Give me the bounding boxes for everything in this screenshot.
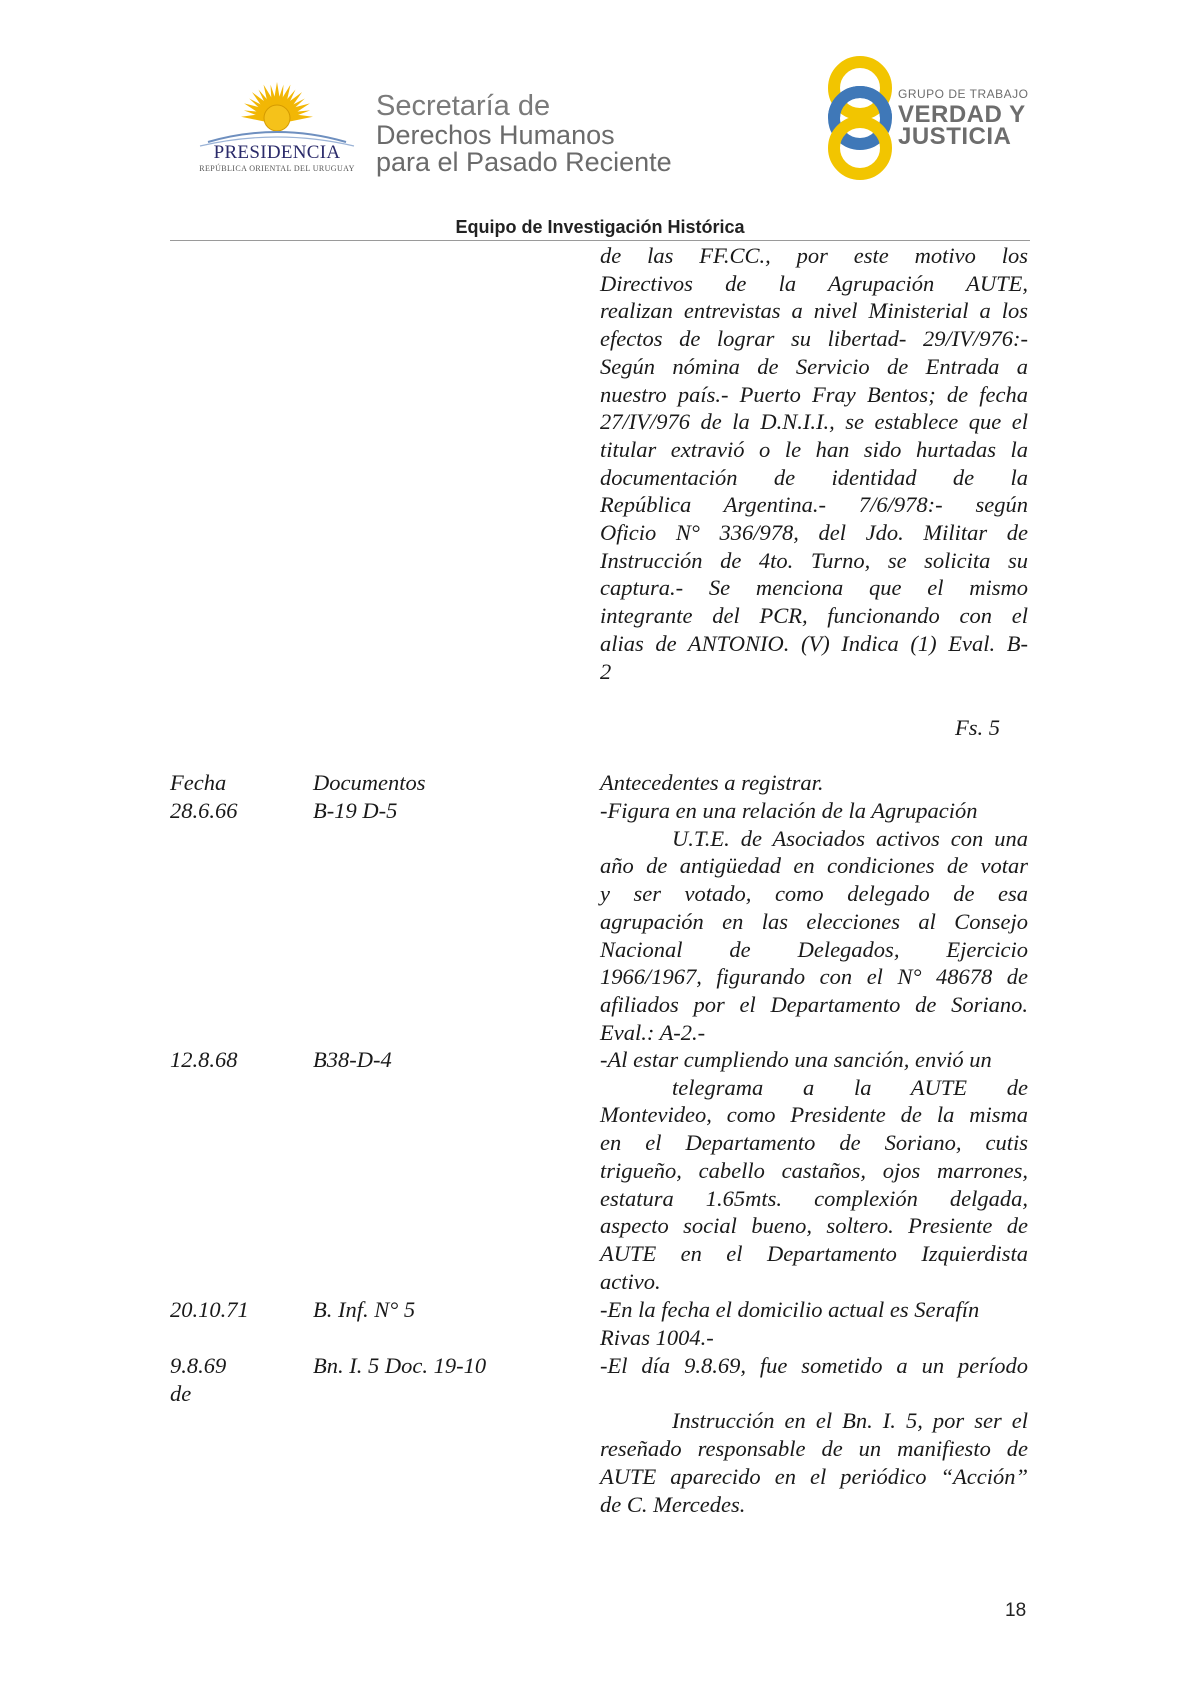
verdad-justicia-small-text: GRUPO DE TRABAJO: [898, 87, 1029, 101]
row4-antecedentes: [600, 1352, 1028, 1518]
folio-label: Fs. 5: [955, 715, 1000, 740]
header-rule: [170, 240, 1030, 241]
text-line: -El día 9.8.69, fue sometido a un período: [600, 1353, 1028, 1378]
text-line: integrante del PCR, funcionando con el: [600, 603, 1028, 629]
text-line: AUTE en el Departamento Izquierdista: [600, 1240, 1028, 1266]
page-number: 18: [1005, 1600, 1027, 1621]
text-line: Nacional de Delegados, Ejercicio: [600, 936, 1028, 962]
text-line: -Figura en una relación de la Agrupación: [600, 798, 978, 823]
verdad-justicia-title-2: JUSTICIA: [898, 123, 1012, 150]
row2-date: 12.8.68: [170, 1047, 238, 1072]
text-line: AUTE aparecido en el periódico “Acción”: [600, 1463, 1028, 1489]
row4-date-continuation: de: [170, 1381, 192, 1406]
text-line: Directivos de la Agrupación AUTE,: [600, 270, 1028, 296]
text-line: documentación de identidad de la: [600, 464, 1028, 490]
row1-antecedentes: [600, 797, 1028, 1046]
secretaria-line-3: para el Pasado Reciente: [376, 147, 672, 177]
row3-antecedentes: [600, 1296, 1028, 1351]
text-line: titular extravió o le han sido hurtadas la: [600, 436, 1028, 462]
row2-antecedentes: [600, 1046, 1028, 1295]
text-line: agrupación en las elecciones al Consejo: [600, 908, 1028, 934]
text-line: afiliados por el Departamento de Soriano.: [600, 991, 1028, 1017]
row4-date: 9.8.69: [170, 1353, 227, 1378]
text-line: de C. Mercedes.: [600, 1491, 746, 1517]
text-line: Instrucción en el Bn. I. 5, por ser el: [672, 1408, 1028, 1434]
text-line: nuestro país.- Puerto Fray Bentos; de fecha: [600, 381, 1028, 407]
text-line: y ser votado, como delegado de esa: [600, 881, 1028, 907]
text-line: efectos de lograr su libertad- 29/IV/976:-: [600, 326, 1028, 352]
presidencia-subtitle: REPÚBLICA ORIENTAL DEL URUGUAY: [199, 164, 355, 173]
text-line: trigueño, cabello castaños, ojos marrones,: [600, 1157, 1028, 1183]
text-line: en el Departamento de Soriano, cutis: [600, 1130, 1028, 1156]
secretaria-line-2: Derechos Humanos: [376, 120, 615, 150]
team-title: Equipo de Investigación Histórica: [455, 217, 745, 237]
blank-line: [600, 1380, 1028, 1408]
header-documentos: Documentos: [313, 770, 426, 795]
verdad-justicia-title-1: VERDAD Y: [898, 101, 1026, 128]
text-line: -Al estar cumpliendo una sanción, envió un: [600, 1047, 992, 1072]
text-line: República Argentina.- 7/6/978:- según: [600, 492, 1028, 518]
text-line: 27/IV/976 de la D.N.I.I., se establece que el: [600, 409, 1028, 435]
row1-date: 28.6.66: [170, 798, 238, 823]
text-line: de las FF.CC., por este motivo los: [600, 243, 1028, 268]
presidencia-wordmark: PRESIDENCIA: [213, 142, 341, 163]
row2-doc: B38-D-4: [313, 1047, 392, 1072]
text-line: aspecto social bueno, soltero. Presiente de: [600, 1213, 1028, 1239]
header-fecha: Fecha: [170, 770, 227, 795]
text-line: captura.- Se menciona que el mismo: [600, 575, 1028, 601]
text-line: Eval.: A-2.-: [600, 1019, 706, 1045]
header-antecedentes: Antecedentes a registrar.: [600, 770, 824, 795]
text-line: realizan entrevistas a nivel Ministerial a los: [600, 298, 1028, 324]
text-line: Instrucción de 4to. Turno, se solicita su: [600, 547, 1028, 573]
text-line: Rivas 1004.-: [600, 1324, 714, 1350]
text-line: alias de ANTONIO. (V) Indica (1) Eval. B-: [600, 630, 1028, 656]
continuation-paragraph: [600, 242, 1028, 685]
row4-doc: Bn. I. 5 Doc. 19-10: [313, 1353, 487, 1378]
row3-doc: B. Inf. N° 5: [313, 1297, 416, 1322]
text-line: 2: [600, 658, 612, 684]
text-line: Oficio N° 336/978, del Jdo. Militar de: [600, 520, 1028, 546]
text-line: -En la fecha el domicilio actual es Serafín: [600, 1297, 980, 1322]
secretaria-line-1: Secretaría de: [376, 90, 551, 122]
text-line: telegrama a la AUTE de: [672, 1074, 1028, 1100]
text-line: estatura 1.65mts. complexión delgada,: [600, 1185, 1028, 1211]
text-line: reseñado responsable de un manifiesto de: [600, 1436, 1028, 1462]
text-line: Según nómina de Servicio de Entrada a: [600, 353, 1028, 379]
text-line: Montevideo, como Presidente de la misma: [600, 1102, 1028, 1128]
row3-date: 20.10.71: [170, 1297, 249, 1322]
text-line: U.T.E. de Asociados activos con una: [672, 825, 1028, 851]
row1-doc: B-19 D-5: [313, 798, 398, 823]
verdad-justicia-rings-icon: [820, 56, 900, 180]
text-line: 1966/1967, figurando con el N° 48678 de: [600, 964, 1028, 990]
text-line: año de antigüedad en condiciones de votar: [600, 853, 1028, 879]
text-line: activo.: [600, 1268, 661, 1294]
